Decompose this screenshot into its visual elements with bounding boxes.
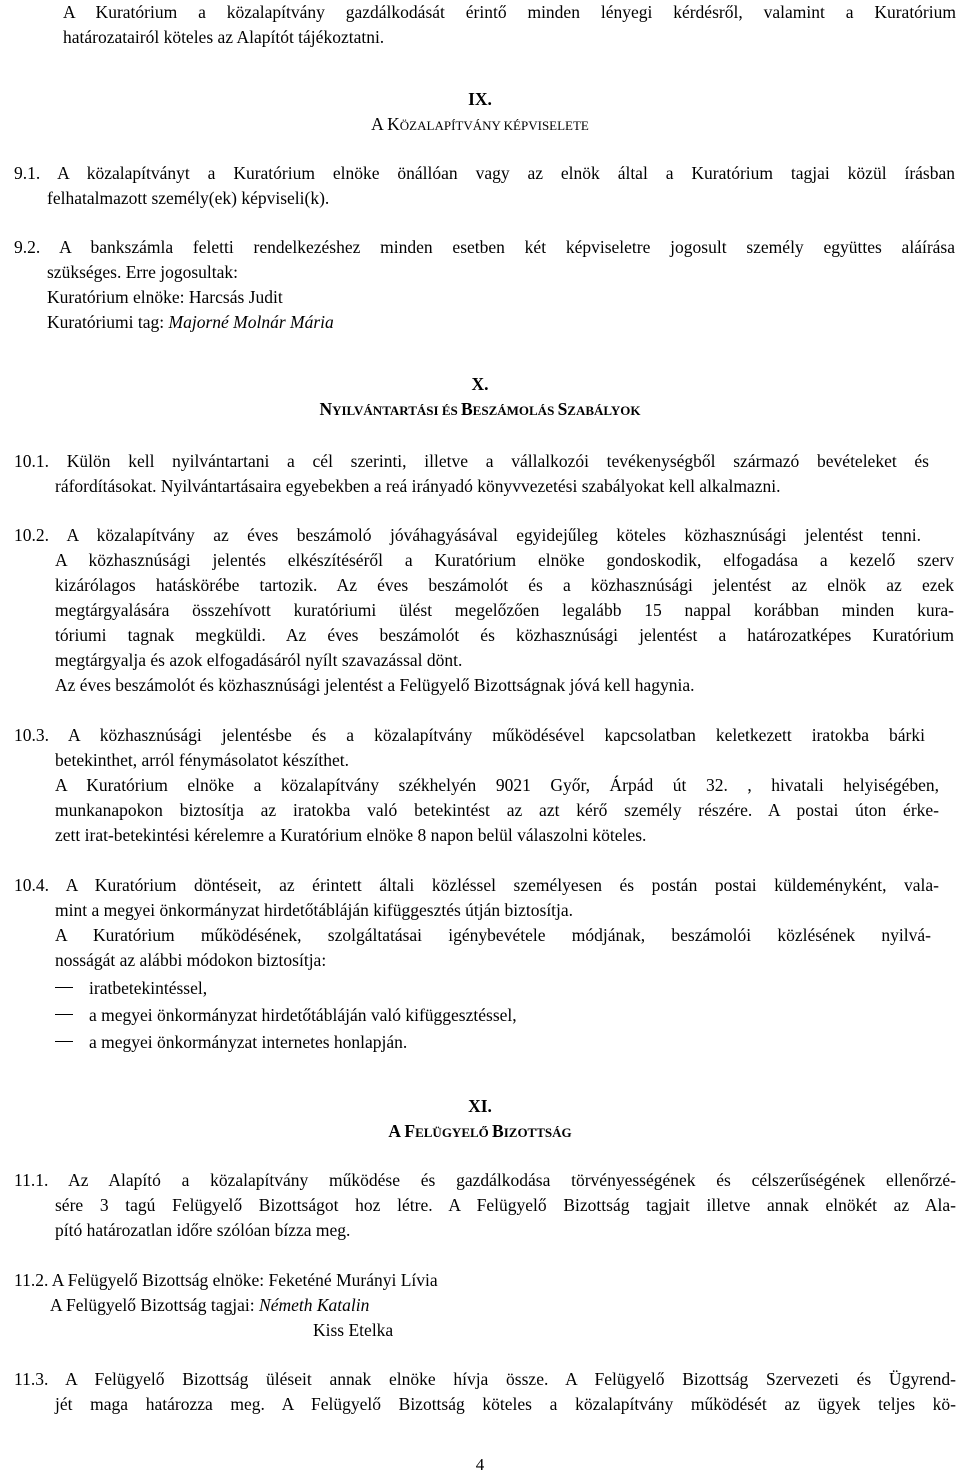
para-11-3-line-2: jét maga határozza meg. A Felügyelő Bizottság köteles a közalapítvány működését az ügyek teljes kö- [55,1394,956,1414]
para-11-1-line-1: 11.1. Az Alapító a közalapítvány működése és gazdálkodása törvényességének és célszerűségének ellenőrzé- [14,1170,956,1190]
dash-bullet-icon [55,1041,73,1042]
list-item: a megyei önkormányzat internetes honlapján. [89,1032,408,1052]
para-10-2-line-1: 10.2. A közalapítvány az éves beszámoló jóváhagyásával egyidejűleg köteles közhasznúsági jelentést tenni. [14,525,921,545]
para-10-3-line-5: zett irat-betekintési kérelemre a Kuratórium elnöke 8 napon belül válaszolni köteles. [55,825,647,845]
list-item: a megyei önkormányzat hirdetőtábláján való kifüggesztéssel, [89,1005,517,1025]
section-11-title: A FELÜGYELŐ BIZOTTSÁG [388,1121,572,1141]
para-9-1-line-2: felhatalmazott személy(ek) képviseli(k). [47,188,330,208]
para-9-2-line-2: szükséges. Erre jogosultak: [47,262,238,282]
para-10-1-line-1: 10.1. Külön kell nyilvántartani a cél szerinti, illetve a vállalkozói tevékenységből származó bevételeket és [14,451,929,471]
section-10-title: NYILVÁNTARTÁSI ÉS BESZÁMOLÁS SZABÁLYOK [319,399,641,419]
list-item: iratbetekintéssel, [89,978,208,998]
para-11-1-line-3: pító határozatlan időre szólóan bízza meg. [55,1220,351,1240]
intro-line-1: A Kuratórium a közalapítvány gazdálkodását érintő minden lényegi kérdésről, valamint a Kuratórium [63,2,956,22]
para-9-2-line-1: 9.2. A bankszámla feletti rendelkezéshez minden esetben két képviseletre jogosult személy együttes aláírása [14,237,955,257]
para-10-3-line-3: A Kuratórium elnöke a közalapítvány székhelyén 9021 Győr, Árpád út 32. , hivatali helyiségében, [55,775,939,795]
para-10-1-line-2: ráfordításokat. Nyilvántartásaira egyebekben a reá irányadó könyvvezetési szabályokat kell alkalmazni. [55,476,781,496]
board-member-name: Majorné Molnár Mária [168,312,334,332]
para-10-2-line-6: megtárgyalja és azok elfogadásáról nyílt szavazással dönt. [55,650,463,670]
para-9-1-line-1: 9.1. A közalapítványt a Kuratórium elnöke önállóan vagy az elnök által a Kuratórium tagjai közül írásban [14,163,955,183]
para-10-4-line-1: 10.4. A Kuratórium döntéseit, az érintett általi közléssel személyesen és postán postai küldeményként, vala- [14,875,939,895]
board-chair-line: Kuratórium elnöke: Harcsás Judit [47,287,283,307]
dash-bullet-icon [55,987,73,988]
section-9-number: IX. [468,89,492,109]
para-10-4-line-2: mint a megyei önkormányzat hirdetőtábláján kifüggesztés útján biztosítja. [55,900,574,920]
para-10-3-line-4: munkanapokon biztosítja az iratokba való betekintést az azt kérő személy részére. A postai úton érke- [55,800,939,820]
para-10-2-line-4: megtárgyalására összehívott kuratóriumi ülést megelőzően legalább 15 nappal korábban minden kura- [55,600,954,620]
para-11-2-line-1: 11.2. A Felügyelő Bizottság elnöke: Feketéné Murányi Lívia [14,1270,438,1290]
page-number: 4 [475,1455,485,1474]
para-11-1-line-2: sére 3 tagú Felügyelő Bizottságot hoz létre. A Felügyelő Bizottság tagjait illetve annak elnökét az Ala- [55,1195,956,1215]
para-10-3-line-2: betekinthet, arról fénymásolatot készíthet. [55,750,349,770]
para-10-2-line-3: kizárólagos hatáskörébe tartozik. Az éves beszámolót és a közhasznúsági jelentést az elnök az ezek [55,575,954,595]
para-10-2-line-5: tóriumi tagnak megküldi. Az éves beszámolót és közhasznúsági jelentést a határozatképes Kuratórium [55,625,954,645]
section-9-title: A KÖZALAPÍTVÁNY KÉPVISELETE [371,114,589,134]
supervisory-members-line: A Felügyelő Bizottság tagjai: Németh Katalin [50,1295,370,1315]
intro-line-2: határozatairól köteles az Alapítót tájékoztatni. [63,27,385,47]
para-10-4-line-3: A Kuratórium működésének, szolgáltatásai igénybevétele módjának, beszámolói közlésének nyilvá- [55,925,931,945]
supervisory-member-name: Németh Katalin [259,1295,370,1315]
dash-bullet-icon [55,1014,73,1015]
para-10-3-line-1: 10.3. A közhasznúsági jelentésbe és a közalapítvány működésével kapcsolatban keletkezett iratokba bárki [14,725,925,745]
section-10-number: X. [471,374,489,394]
para-10-4-line-4: nosságát az alábbi módokon biztosítja: [55,950,327,970]
board-member-line: Kuratóriumi tag: Majorné Molnár Mária [47,312,334,332]
para-11-3-line-1: 11.3. A Felügyelő Bizottság üléseit annak elnöke hívja össze. A Felügyelő Bizottság Szervezeti és Ügyrend- [14,1369,956,1389]
para-10-2-line-7: Az éves beszámolót és közhasznúsági jelentést a Felügyelő Bizottságnak jóvá kell hagynia. [55,675,695,695]
section-11-number: XI. [468,1096,492,1116]
para-10-2-line-2: A közhasznúsági jelentés elkészítéséről a Kuratórium elnöke gondoskodik, elfogadása a kezelő szerv [55,550,954,570]
supervisory-member-name-2: Kiss Etelka [313,1320,394,1340]
